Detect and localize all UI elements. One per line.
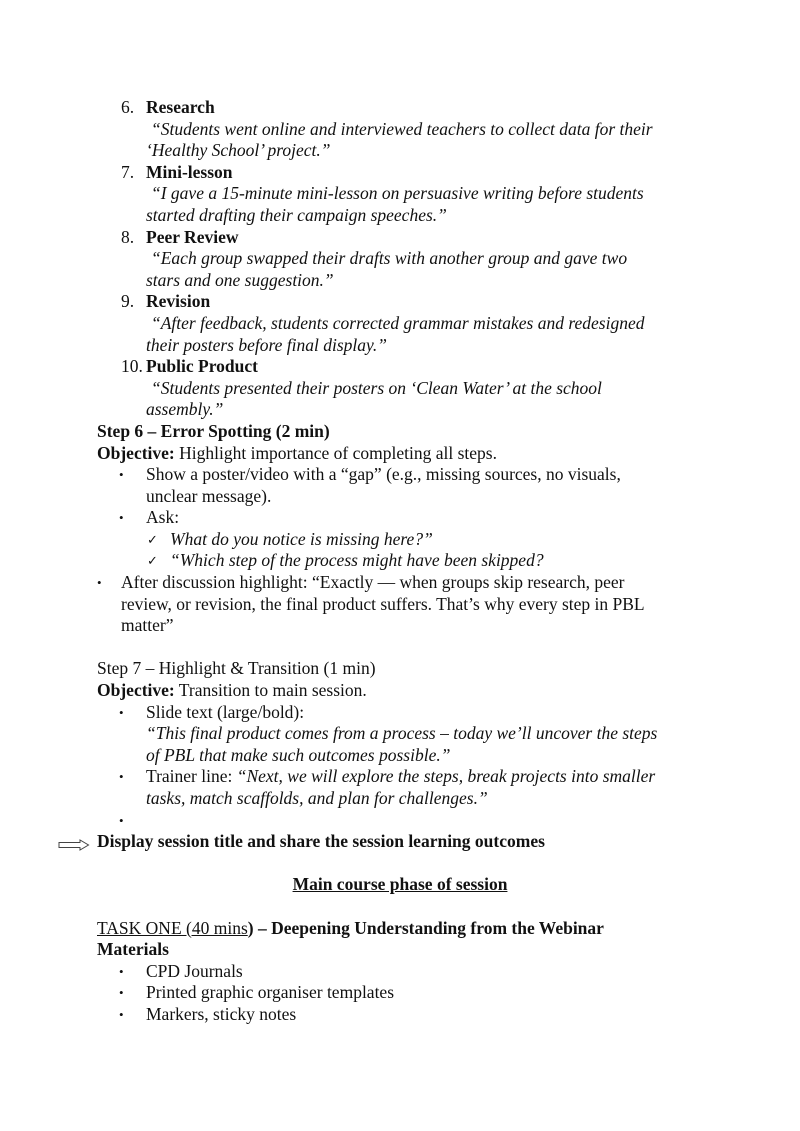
item-quote: “After feedback, students corrected grammar mistakes and redesigned xyxy=(151,312,645,333)
document-page xyxy=(0,97,800,1026)
step7-objective xyxy=(0,680,800,702)
main-heading-text: Main course phase of session xyxy=(292,874,508,895)
task-one-section xyxy=(0,918,800,1026)
check-text: “Which step of the process might have been skipped? xyxy=(170,550,544,571)
item-title: Research xyxy=(146,97,215,117)
empty-bullet xyxy=(0,810,800,832)
trainer-quote: “Next, we will explore the steps, break projects into smaller xyxy=(236,766,656,787)
display-text: Display session title and share the session learning outcomes xyxy=(97,831,545,852)
list-item xyxy=(0,97,800,162)
material-item: CPD Journals xyxy=(146,960,243,981)
task-one-heading xyxy=(0,918,800,940)
item-quote-cont: stars and one suggestion.” xyxy=(146,269,334,290)
step6-bullet-ask xyxy=(0,507,800,529)
check-icon: ✓ xyxy=(147,531,158,547)
step6-bullet-show xyxy=(0,464,800,486)
material-item: Printed graphic organiser templates xyxy=(146,982,395,1003)
bullet-icon: • xyxy=(97,575,102,591)
step6-outer-bullet xyxy=(0,572,800,594)
list-item xyxy=(0,1004,800,1026)
bullet-text: Show a poster/video with a “gap” (e.g., missing sources, no visuals, xyxy=(146,464,621,485)
step6-check-2 xyxy=(0,550,800,572)
list-item xyxy=(0,961,800,983)
item-quote-cont: their posters before final display.” xyxy=(146,334,387,355)
item-quote: “I gave a 15-minute mini-lesson on persuasive writing before students xyxy=(151,183,644,204)
item-number: 8. xyxy=(121,226,135,247)
blank-line xyxy=(0,896,800,918)
slide-quote: “This final product comes from a process – today we’ll uncover the steps xyxy=(146,723,658,744)
list-item xyxy=(0,227,800,292)
item-title: Mini-lesson xyxy=(146,161,233,182)
item-quote: “Students presented their posters on ‘Clean Water’ at the school xyxy=(151,377,602,398)
item-title: Revision xyxy=(146,291,211,312)
bullet-icon: • xyxy=(119,769,124,785)
item-quote: “Each group swapped their drafts with another group and gave two xyxy=(151,248,628,269)
bullet-text: Slide text (large/bold): xyxy=(146,701,305,722)
objective-label: Objective: xyxy=(97,442,175,463)
item-quote: “Students went online and interviewed teachers to collect data for their xyxy=(151,118,653,139)
item-number: 9. xyxy=(121,291,135,312)
bullet-text: Ask: xyxy=(146,507,180,528)
bullet-icon: • xyxy=(119,963,124,979)
trainer-quote-cont: tasks, match scaffolds, and plan for challenges.” xyxy=(146,788,488,808)
task-one-title: – Deepening Understanding from the Webinar xyxy=(253,917,604,938)
step7-section xyxy=(0,658,800,831)
step6-check-1 xyxy=(0,529,800,551)
trainer-prefix: Trainer line: xyxy=(146,766,237,787)
bullet-icon: • xyxy=(119,812,124,828)
step6-heading: Step 6 – Error Spotting (2 min) xyxy=(97,420,330,441)
item-quote-cont: assembly.” xyxy=(146,399,224,420)
task-one-paren: ) xyxy=(247,917,254,938)
task-one-title-cont: Materials xyxy=(97,939,169,960)
item-title: Peer Review xyxy=(146,226,239,247)
step7-heading: Step 7 – Highlight & Transition (1 min) xyxy=(97,658,376,679)
steps-list xyxy=(0,97,800,421)
step6-objective xyxy=(0,443,800,465)
bullet-icon: • xyxy=(119,985,124,1001)
blank-line xyxy=(0,853,800,875)
check-text: What do you notice is missing here?” xyxy=(170,528,433,549)
item-title: Public Product xyxy=(146,356,258,377)
list-item xyxy=(0,162,800,227)
main-heading xyxy=(0,874,800,896)
objective-label: Objective: xyxy=(97,680,175,701)
item-number: 6. xyxy=(121,97,135,117)
item-number: 10. xyxy=(121,356,143,377)
bullet-text xyxy=(146,766,655,788)
bullet-text-cont: matter” xyxy=(121,615,174,636)
list-item xyxy=(0,291,800,356)
slide-quote-cont: of PBL that make such outcomes possible.” xyxy=(146,744,451,765)
list-item xyxy=(0,356,800,421)
item-quote-cont: ‘Healthy School’ project.” xyxy=(146,140,331,161)
step7-bullet-slide xyxy=(0,702,800,724)
material-item: Markers, sticky notes xyxy=(146,1003,297,1024)
blank-line xyxy=(0,637,800,659)
bullet-text: After discussion highlight: “Exactly — when groups skip research, peer xyxy=(121,572,625,593)
objective-text: Highlight importance of completing all steps. xyxy=(174,442,497,463)
bullet-icon: • xyxy=(119,510,124,526)
list-item xyxy=(0,982,800,1004)
objective-text: Transition to main session. xyxy=(174,680,367,701)
item-quote-cont: started drafting their campaign speeches.” xyxy=(146,204,447,225)
step6-section xyxy=(0,421,800,637)
step7-bullet-trainer xyxy=(0,766,800,788)
bullet-text-cont: review, or revision, the final product suffers. That’s why every step in PBL xyxy=(121,593,645,614)
bullet-icon: • xyxy=(119,467,124,483)
bullet-icon: • xyxy=(119,1006,124,1022)
task-one-label: TASK ONE (40 mins xyxy=(97,917,248,938)
bullet-text-cont: unclear message). xyxy=(146,485,272,506)
check-icon: ✓ xyxy=(147,553,158,569)
bullet-icon: • xyxy=(119,704,124,720)
display-line xyxy=(0,831,800,853)
item-number: 7. xyxy=(121,161,135,182)
